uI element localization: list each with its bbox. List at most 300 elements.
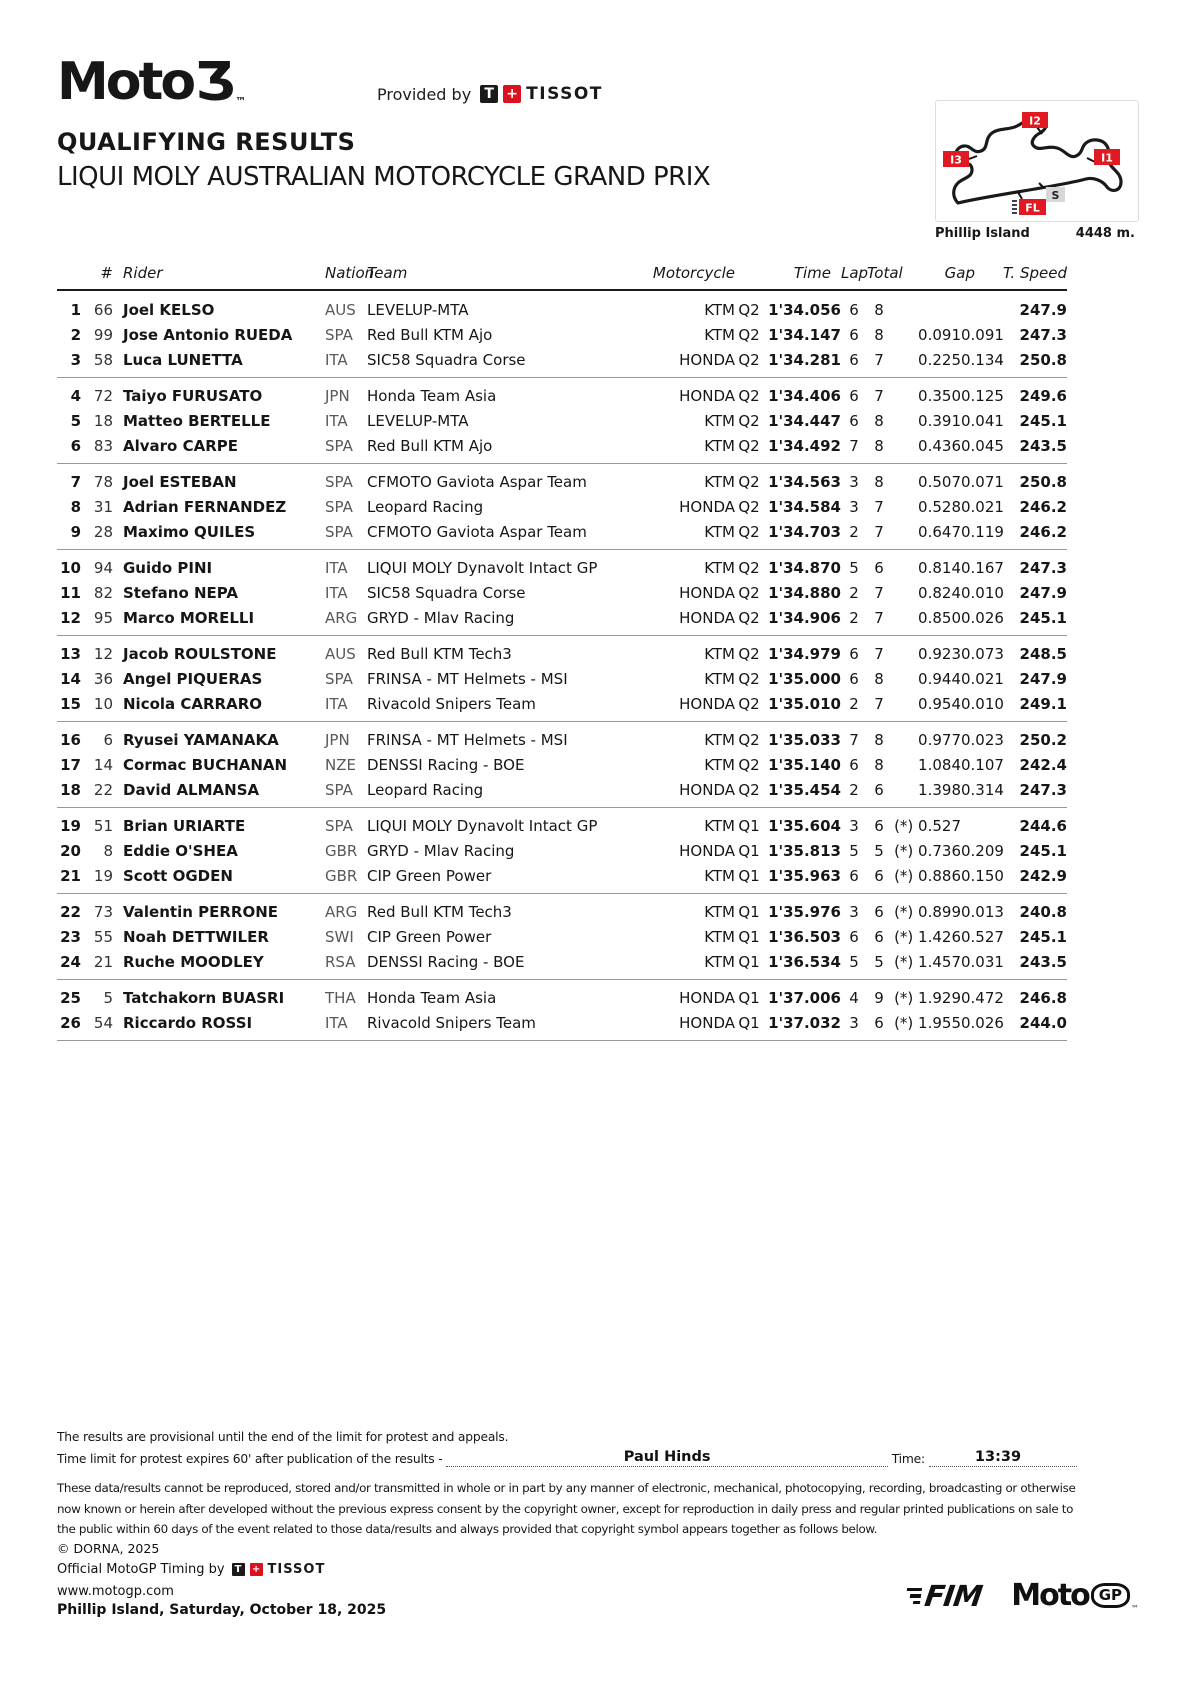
motorcycle-cell: HONDA bbox=[679, 387, 735, 405]
result-row bbox=[57, 753, 1067, 778]
rider-name-cell: Joel KELSO bbox=[123, 301, 215, 319]
top-speed-cell: 247.3 bbox=[1001, 778, 1067, 808]
motorcycle-cell: HONDA bbox=[679, 989, 735, 1007]
motogp-tm: ™ bbox=[1131, 1604, 1139, 1613]
top-speed-cell: 250.8 bbox=[1001, 348, 1067, 378]
session-cell: Q2 bbox=[735, 692, 763, 722]
top-speed-cell: 246.2 bbox=[1019, 498, 1067, 516]
result-row bbox=[57, 348, 1067, 378]
session-cell: Q2 bbox=[738, 731, 760, 749]
nation-cell: SPA bbox=[325, 326, 353, 344]
team-cell: LEVELUP-MTA bbox=[367, 412, 469, 430]
result-row bbox=[57, 864, 1067, 894]
time-cell: 1'34.584 bbox=[768, 498, 841, 516]
timing-label: Official MotoGP Timing by bbox=[57, 1562, 225, 1577]
top-speed-cell: 247.9 bbox=[1019, 584, 1067, 602]
team-cell: Honda Team Asia bbox=[367, 989, 497, 1007]
top-speed-cell: 243.5 bbox=[1001, 950, 1067, 980]
team-cell: Leopard Racing bbox=[355, 778, 645, 808]
session-cell: Q2 bbox=[738, 559, 760, 577]
top-speed-cell: 245.1 bbox=[1019, 842, 1067, 860]
publication-time: 13:39 bbox=[974, 1449, 1022, 1465]
motogp-logo bbox=[1011, 1578, 1139, 1613]
header-time: Time bbox=[763, 264, 841, 290]
team-cell: DENSSI Racing - BOE bbox=[367, 756, 525, 774]
total-laps-cell: 5 bbox=[867, 950, 891, 980]
gap-prev-cell: 0.134 bbox=[961, 348, 1001, 378]
gap-first-cell bbox=[891, 290, 961, 323]
rider-name-cell: Alvaro CARPE bbox=[113, 434, 313, 464]
event-title: LIQUI MOLY AUSTRALIAN MOTORCYCLE GRAND PRIX bbox=[57, 162, 711, 192]
position-cell: 16 bbox=[60, 731, 81, 749]
nation-cell: ITA bbox=[313, 692, 355, 722]
lap-cell: 6 bbox=[849, 756, 859, 774]
gap-first-cell: 0.923 bbox=[918, 645, 961, 663]
track-map-svg bbox=[936, 101, 1138, 221]
header-rider: Rider bbox=[113, 264, 313, 290]
provisional-note: The results are provisional until the end of the limit for protest and appeals. bbox=[57, 1430, 509, 1444]
tissot-logo-small bbox=[232, 1562, 326, 1577]
position-cell: 4 bbox=[70, 387, 81, 405]
total-laps-cell: 6 bbox=[867, 1011, 891, 1041]
nation-cell: THA bbox=[325, 989, 356, 1007]
result-row bbox=[57, 290, 1067, 323]
result-row bbox=[57, 980, 1067, 1011]
time-cell: 1'35.454 bbox=[763, 778, 841, 808]
gap-first-cell: 0.528 bbox=[918, 498, 961, 516]
total-laps-cell: 8 bbox=[874, 756, 884, 774]
header-motorcycle: Motorcycle bbox=[645, 264, 735, 290]
lap-cell: 6 bbox=[849, 326, 859, 344]
motorcycle-cell: HONDA bbox=[645, 692, 735, 722]
team-cell: GRYD - Mlav Racing bbox=[367, 842, 515, 860]
top-speed-cell: 247.3 bbox=[1019, 559, 1067, 577]
moto3-logo bbox=[57, 52, 247, 112]
team-cell: CFMOTO Gaviota Aspar Team bbox=[367, 473, 587, 491]
total-laps-cell: 8 bbox=[874, 473, 884, 491]
rider-name-cell: Joel ESTEBAN bbox=[123, 473, 237, 491]
lap-cell: 3 bbox=[849, 903, 859, 921]
rider-name-cell: Matteo BERTELLE bbox=[123, 412, 271, 430]
gap-first-cell: (*) 1.929 bbox=[894, 989, 961, 1007]
tissot-wordmark: TISSOT bbox=[526, 84, 603, 104]
position-cell: 12 bbox=[57, 606, 81, 636]
lap-cell: 6 bbox=[849, 301, 859, 319]
top-speed-cell: 245.1 bbox=[1001, 606, 1067, 636]
gap-first-cell: 1.084 bbox=[918, 756, 961, 774]
session-cell: Q2 bbox=[738, 412, 760, 430]
rider-number-cell: 72 bbox=[93, 387, 113, 405]
total-laps-cell: 7 bbox=[867, 348, 891, 378]
nation-cell: SPA bbox=[325, 473, 353, 491]
rider-number-cell: 73 bbox=[93, 903, 113, 921]
result-row bbox=[57, 323, 1067, 348]
position-cell: 23 bbox=[60, 928, 81, 946]
gap-prev-cell: 0.119 bbox=[961, 520, 1001, 550]
motorcycle-cell: KTM bbox=[704, 817, 735, 835]
total-laps-cell: 6 bbox=[867, 864, 891, 894]
rider-number-cell: 66 bbox=[93, 301, 113, 319]
rider-number-cell: 55 bbox=[93, 928, 113, 946]
time-cell: 1'36.534 bbox=[763, 950, 841, 980]
gap-prev-cell: 0.167 bbox=[961, 559, 1004, 577]
motorcycle-cell: HONDA bbox=[679, 584, 735, 602]
time-cell: 1'35.000 bbox=[768, 670, 841, 688]
rider-name-cell: David ALMANSA bbox=[113, 778, 313, 808]
nation-cell: SPA bbox=[325, 817, 353, 835]
page-title: QUALIFYING RESULTS bbox=[57, 128, 356, 156]
provided-by-label: Provided by bbox=[377, 84, 472, 104]
nation-cell: SPA bbox=[313, 778, 355, 808]
rider-name-cell: Jacob ROULSTONE bbox=[123, 645, 277, 663]
result-row bbox=[57, 464, 1067, 495]
top-speed-cell: 245.1 bbox=[1019, 928, 1067, 946]
gap-prev-cell: 0.026 bbox=[961, 606, 1001, 636]
gap-first-cell: 0.391 bbox=[918, 412, 961, 430]
time-cell: 1'34.870 bbox=[768, 559, 841, 577]
gap-prev-cell: 0.091 bbox=[961, 326, 1004, 344]
gap-prev-cell: 0.071 bbox=[961, 473, 1004, 491]
result-row bbox=[57, 894, 1067, 925]
session-cell: Q2 bbox=[738, 301, 760, 319]
gap-prev-cell: 0.125 bbox=[961, 387, 1004, 405]
nation-cell: GBR bbox=[313, 864, 355, 894]
gap-first-cell: 1.398 bbox=[891, 778, 961, 808]
nation-cell: AUS bbox=[325, 301, 356, 319]
time-cell: 1'34.492 bbox=[763, 434, 841, 464]
rider-number-cell: 18 bbox=[93, 412, 113, 430]
rider-name-cell: Marco MORELLI bbox=[113, 606, 313, 636]
nation-cell: ITA bbox=[325, 559, 348, 577]
gap-first-cell: 0.824 bbox=[918, 584, 961, 602]
nation-cell: SPA bbox=[313, 520, 355, 550]
result-row bbox=[57, 667, 1067, 692]
result-row bbox=[57, 495, 1067, 520]
top-speed-cell: 247.3 bbox=[1019, 326, 1067, 344]
team-cell: Red Bull KTM Tech3 bbox=[367, 645, 512, 663]
time-cell: 1'35.604 bbox=[768, 817, 841, 835]
header-lap: Lap bbox=[841, 264, 867, 290]
motorcycle-cell: KTM bbox=[645, 950, 735, 980]
team-cell: Rivacold Snipers Team bbox=[355, 692, 645, 722]
lap-cell: 6 bbox=[841, 348, 867, 378]
result-row bbox=[57, 520, 1067, 550]
lap-cell: 7 bbox=[841, 434, 867, 464]
total-laps-cell: 8 bbox=[874, 301, 884, 319]
result-row bbox=[57, 808, 1067, 839]
gap-first-cell: (*) 0.527 bbox=[894, 817, 961, 835]
nation-cell: JPN bbox=[325, 731, 350, 749]
rider-name-cell: Ruche MOODLEY bbox=[113, 950, 313, 980]
position-cell: 5 bbox=[70, 412, 81, 430]
gap-prev-cell: 0.041 bbox=[961, 412, 1004, 430]
lap-cell: 5 bbox=[849, 842, 859, 860]
result-row bbox=[57, 692, 1067, 722]
top-speed-cell: 248.5 bbox=[1019, 645, 1067, 663]
gap-first-cell: 0.647 bbox=[891, 520, 961, 550]
copyright: © DORNA, 2025 bbox=[57, 1541, 160, 1556]
gap-prev-cell: 0.021 bbox=[961, 498, 1004, 516]
position-cell: 10 bbox=[60, 559, 81, 577]
marker-i3: I3 bbox=[950, 153, 962, 167]
rider-name-cell: Guido PINI bbox=[123, 559, 213, 577]
position-cell: 25 bbox=[60, 989, 81, 1007]
position-cell: 6 bbox=[57, 434, 81, 464]
gap-prev-cell: 0.013 bbox=[961, 903, 1004, 921]
result-row bbox=[57, 778, 1067, 808]
rider-number-cell: 99 bbox=[93, 326, 113, 344]
nation-cell: ARG bbox=[325, 903, 358, 921]
gap-prev-cell: 0.472 bbox=[961, 989, 1004, 1007]
team-cell: FRINSA - MT Helmets - MSI bbox=[367, 731, 568, 749]
rider-number-cell: 54 bbox=[81, 1011, 113, 1041]
top-speed-cell: 246.8 bbox=[1019, 989, 1067, 1007]
session-cell: Q2 bbox=[735, 520, 763, 550]
gap-first-cell: 0.814 bbox=[918, 559, 961, 577]
lap-cell: 2 bbox=[841, 520, 867, 550]
top-speed-cell: 247.9 bbox=[1019, 670, 1067, 688]
team-cell: CFMOTO Gaviota Aspar Team bbox=[355, 520, 645, 550]
lap-cell: 6 bbox=[849, 412, 859, 430]
rider-number-cell: 83 bbox=[81, 434, 113, 464]
position-cell: 8 bbox=[70, 498, 81, 516]
result-row bbox=[57, 434, 1067, 464]
session-cell: Q1 bbox=[738, 842, 760, 860]
motorcycle-cell: KTM bbox=[645, 434, 735, 464]
motorcycle-cell: KTM bbox=[704, 670, 735, 688]
result-row bbox=[57, 636, 1067, 667]
footer-logos bbox=[906, 1578, 1139, 1613]
team-cell: LIQUI MOLY Dynavolt Intact GP bbox=[367, 817, 598, 835]
rider-name-cell: Ryusei YAMANAKA bbox=[123, 731, 279, 749]
nation-cell: SPA bbox=[313, 434, 355, 464]
rider-name-cell: Tatchakorn BUASRI bbox=[123, 989, 285, 1007]
session-cell: Q2 bbox=[738, 645, 760, 663]
gap-prev-cell: 0.023 bbox=[961, 731, 1004, 749]
rider-name-cell: Scott OGDEN bbox=[113, 864, 313, 894]
gap-first-cell: 0.977 bbox=[918, 731, 961, 749]
top-speed-cell: 243.5 bbox=[1001, 434, 1067, 464]
rider-number-cell: 14 bbox=[93, 756, 113, 774]
lap-cell: 6 bbox=[849, 928, 859, 946]
session-cell: Q2 bbox=[735, 434, 763, 464]
total-laps-cell: 7 bbox=[874, 584, 884, 602]
rider-name-cell: Adrian FERNANDEZ bbox=[123, 498, 287, 516]
fim-wordmark: FIM bbox=[922, 1578, 984, 1613]
nation-cell: ITA bbox=[313, 1011, 355, 1041]
time-cell: 1'35.140 bbox=[768, 756, 841, 774]
total-laps-cell: 9 bbox=[874, 989, 884, 1007]
team-cell: LEVELUP-MTA bbox=[367, 301, 469, 319]
rider-number-cell: 95 bbox=[81, 606, 113, 636]
rider-name-cell: Riccardo ROSSI bbox=[113, 1011, 313, 1041]
top-speed-cell: 249.1 bbox=[1001, 692, 1067, 722]
header-nation: Nation bbox=[313, 264, 355, 290]
time-cell: 1'36.503 bbox=[768, 928, 841, 946]
total-laps-cell: 6 bbox=[874, 559, 884, 577]
position-cell: 24 bbox=[57, 950, 81, 980]
time-cell: 1'34.906 bbox=[763, 606, 841, 636]
total-laps-cell: 8 bbox=[874, 731, 884, 749]
top-speed-cell: 250.8 bbox=[1019, 473, 1067, 491]
team-cell: CIP Green Power bbox=[367, 928, 492, 946]
lap-cell: 3 bbox=[849, 473, 859, 491]
trademark-mark: ™ bbox=[235, 95, 247, 108]
gap-first-cell: (*) 0.899 bbox=[894, 903, 961, 921]
position-cell: 7 bbox=[70, 473, 81, 491]
motogp-moto-text: Moto bbox=[1011, 1578, 1089, 1613]
gap-first-cell: 0.225 bbox=[891, 348, 961, 378]
marker-i1: I1 bbox=[1101, 151, 1113, 165]
rider-name-cell: Valentin PERRONE bbox=[123, 903, 279, 921]
total-laps-cell: 7 bbox=[874, 498, 884, 516]
result-row bbox=[57, 606, 1067, 636]
fim-logo bbox=[903, 1579, 983, 1613]
tissot-logo bbox=[480, 84, 603, 104]
gap-prev-cell: 0.107 bbox=[961, 756, 1004, 774]
position-cell: 11 bbox=[60, 584, 81, 602]
team-cell: LIQUI MOLY Dynavolt Intact GP bbox=[367, 559, 598, 577]
position-cell: 14 bbox=[60, 670, 81, 688]
rider-number-cell: 51 bbox=[93, 817, 113, 835]
rider-number-cell: 22 bbox=[81, 778, 113, 808]
top-speed-cell: 244.0 bbox=[1001, 1011, 1067, 1041]
motorcycle-cell: HONDA bbox=[679, 842, 735, 860]
session-cell: Q1 bbox=[738, 928, 760, 946]
lap-cell: 5 bbox=[849, 559, 859, 577]
rider-name-cell: Maximo QUILES bbox=[113, 520, 313, 550]
top-speed-cell: 245.1 bbox=[1019, 412, 1067, 430]
total-laps-cell: 8 bbox=[874, 326, 884, 344]
position-cell: 21 bbox=[57, 864, 81, 894]
official-timing bbox=[57, 1562, 325, 1577]
moto3-logo-text: Moto bbox=[57, 52, 194, 112]
total-laps-cell: 6 bbox=[874, 928, 884, 946]
gap-first-cell: (*) 0.736 bbox=[894, 842, 961, 860]
result-row bbox=[57, 722, 1067, 753]
results-table-wrap bbox=[57, 264, 1067, 1041]
total-laps-cell: 7 bbox=[874, 387, 884, 405]
position-cell: 9 bbox=[57, 520, 81, 550]
total-laps-cell: 7 bbox=[874, 645, 884, 663]
team-cell: SIC58 Squadra Corse bbox=[367, 584, 526, 602]
nation-cell: ITA bbox=[325, 412, 348, 430]
time-cell: 1'34.979 bbox=[768, 645, 841, 663]
legal-text: These data/results cannot be reproduced, stored and/or transmitted in whole or in part by any manner of electronic, mechanical, photocopying, recording, broadcasting or otherwise now known or herein after developed without the previous express consent by the copyright owner, except for reproduction in daily press and regular printed publications on sale to the public within 60 days of the event related to those data/results and always provided that copyright symbol appears together as follows below. bbox=[57, 1481, 1076, 1536]
total-laps-cell: 7 bbox=[867, 692, 891, 722]
position-cell: 19 bbox=[60, 817, 81, 835]
motorcycle-cell: HONDA bbox=[679, 498, 735, 516]
result-row bbox=[57, 409, 1067, 434]
gap-prev-cell: 0.209 bbox=[961, 842, 1004, 860]
position-cell: 15 bbox=[57, 692, 81, 722]
result-row bbox=[57, 1011, 1067, 1041]
result-row bbox=[57, 839, 1067, 864]
motorcycle-cell: KTM bbox=[645, 520, 735, 550]
rider-number-cell: 94 bbox=[93, 559, 113, 577]
track-caption bbox=[935, 226, 1135, 241]
time-cell: 1'35.813 bbox=[768, 842, 841, 860]
session-cell: Q2 bbox=[738, 670, 760, 688]
rider-name-cell: Jose Antonio RUEDA bbox=[123, 326, 293, 344]
position-cell: 13 bbox=[60, 645, 81, 663]
position-cell: 20 bbox=[60, 842, 81, 860]
gap-prev-cell: 0.026 bbox=[961, 1011, 1001, 1041]
header-gap: Gap bbox=[891, 264, 1001, 290]
session-cell: Q1 bbox=[738, 989, 760, 1007]
total-laps-cell: 8 bbox=[874, 412, 884, 430]
protest-line bbox=[57, 1448, 1077, 1467]
official-signature: Paul Hinds bbox=[623, 1449, 711, 1465]
position-cell: 1 bbox=[70, 301, 81, 319]
team-cell: DENSSI Racing - BOE bbox=[355, 950, 645, 980]
time-cell: 1'34.147 bbox=[768, 326, 841, 344]
time-cell: 1'34.056 bbox=[768, 301, 841, 319]
rider-name-cell: Angel PIQUERAS bbox=[123, 670, 263, 688]
session-cell: Q2 bbox=[738, 473, 760, 491]
total-laps-cell: 8 bbox=[867, 434, 891, 464]
gap-prev-cell: 0.314 bbox=[961, 778, 1001, 808]
position-cell: 22 bbox=[60, 903, 81, 921]
total-laps-cell: 5 bbox=[874, 842, 884, 860]
session-cell: Q1 bbox=[738, 903, 760, 921]
top-speed-cell: 246.2 bbox=[1001, 520, 1067, 550]
time-line bbox=[929, 1448, 1077, 1467]
marker-start: S bbox=[1051, 189, 1060, 202]
session-cell: Q1 bbox=[735, 1011, 763, 1041]
top-speed-cell: 249.6 bbox=[1019, 387, 1067, 405]
rider-number-cell: 36 bbox=[93, 670, 113, 688]
rider-name-cell: Brian URIARTE bbox=[123, 817, 246, 835]
rider-name-cell: Taiyo FURUSATO bbox=[123, 387, 263, 405]
gap-first-cell: 0.436 bbox=[891, 434, 961, 464]
header-speed: T. Speed bbox=[1001, 264, 1067, 290]
time-cell: 1'34.406 bbox=[768, 387, 841, 405]
top-speed-cell: 247.9 bbox=[1019, 301, 1067, 319]
session-cell: Q2 bbox=[735, 606, 763, 636]
lap-cell: 2 bbox=[841, 692, 867, 722]
location-date: Phillip Island, Saturday, October 18, 2025 bbox=[57, 1602, 387, 1618]
rider-number-cell: 58 bbox=[81, 348, 113, 378]
rider-number-cell: 82 bbox=[93, 584, 113, 602]
lap-cell: 2 bbox=[841, 778, 867, 808]
total-laps-cell: 6 bbox=[874, 817, 884, 835]
session-cell: Q1 bbox=[735, 864, 763, 894]
lap-cell: 2 bbox=[849, 584, 859, 602]
tissot-plus-icon: + bbox=[250, 1563, 263, 1576]
rider-number-cell: 21 bbox=[81, 950, 113, 980]
session-cell: Q2 bbox=[738, 498, 760, 516]
lap-cell: 3 bbox=[849, 817, 859, 835]
header-pos bbox=[57, 264, 81, 290]
session-cell: Q2 bbox=[738, 756, 760, 774]
motorcycle-cell: HONDA bbox=[645, 778, 735, 808]
time-cell: 1'34.880 bbox=[768, 584, 841, 602]
gap-first-cell: 0.507 bbox=[918, 473, 961, 491]
rider-number-cell: 28 bbox=[81, 520, 113, 550]
team-cell: FRINSA - MT Helmets - MSI bbox=[367, 670, 568, 688]
gap-first-cell: 0.091 bbox=[918, 326, 961, 344]
tissot-plus-icon: + bbox=[503, 85, 521, 103]
marker-fl: FL bbox=[1025, 201, 1040, 215]
gap-first-cell: 0.350 bbox=[918, 387, 961, 405]
motorcycle-cell: KTM bbox=[704, 731, 735, 749]
rider-number-cell: 8 bbox=[103, 842, 113, 860]
gap-first-cell: 0.850 bbox=[891, 606, 961, 636]
gap-first-cell: (*) 1.457 bbox=[891, 950, 961, 980]
total-laps-cell: 8 bbox=[874, 670, 884, 688]
motorcycle-cell: KTM bbox=[704, 473, 735, 491]
